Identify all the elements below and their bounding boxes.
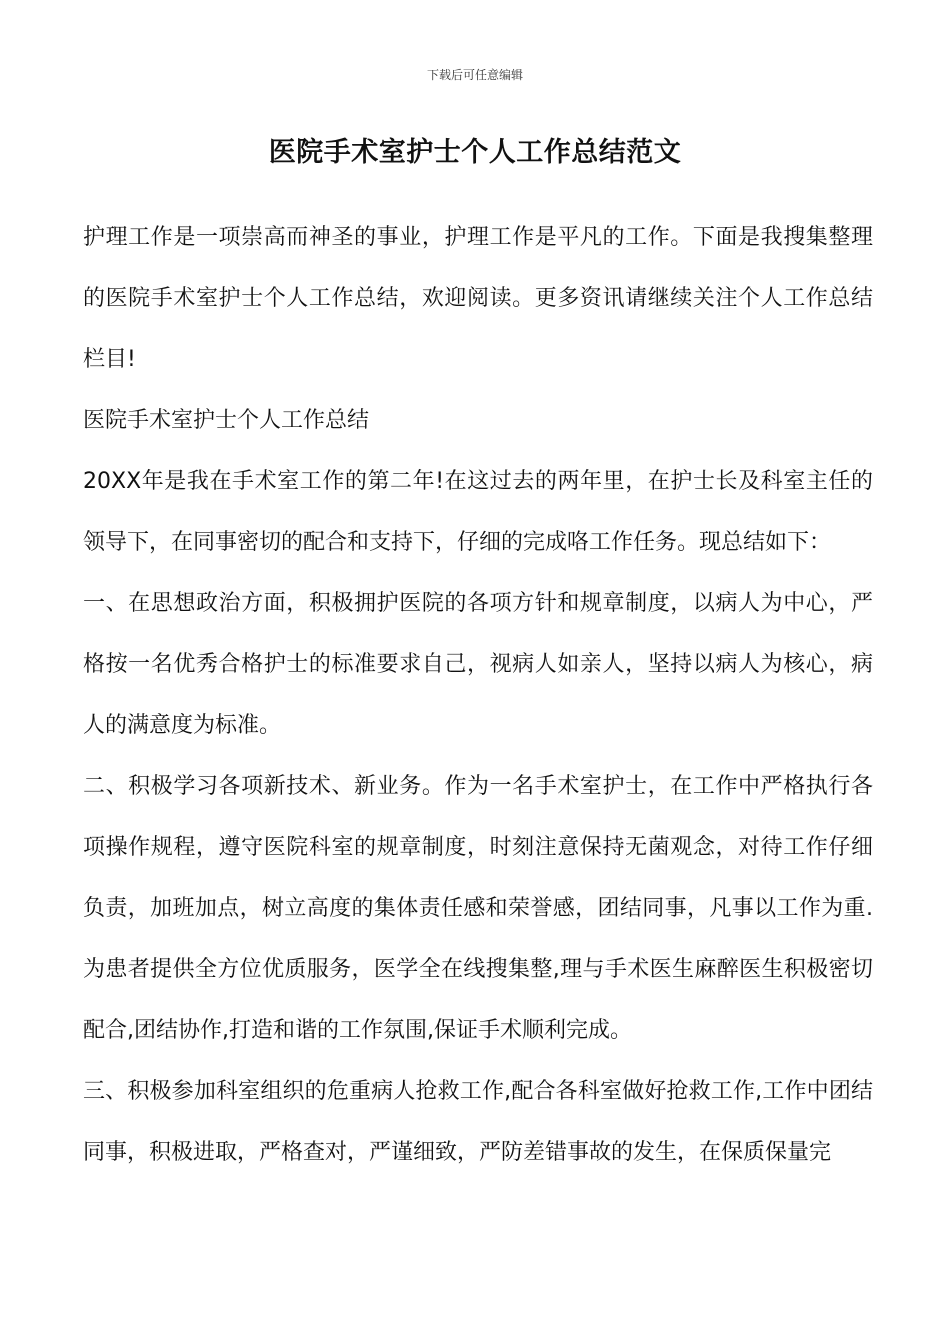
document-title: 医院手术室护士个人工作总结范文	[268, 137, 682, 168]
paragraph-subtitle: 医院手术室护士个人工作总结	[83, 408, 370, 433]
paragraph-section-3: 三、积极参加科室组织的危重病人抢救工作,配合各科室做好抢救工作,工作中团结同事，积极进取，严格查对，严谨细致，严防差错事故的发生，在保质保量完	[83, 1079, 873, 1165]
paragraph-section-2: 二、积极学习各项新技术、新业务。作为一名手术室护士，在工作中严格执行各项操作规程，遵守医院科室的规章制度，时刻注意保持无菌观念，对待工作仔细负责，加班加点，树立高度的集体责任感和荣誉感，团结同事，凡事以工作为重.为患者提供全方位优质服务，医学全在线搜集整,理与手术医生麻醉医生积极密切配合,团结协作,打造和谐的工作氛围,保证手术顺利完成。	[83, 774, 873, 1043]
header-note: 下载后可任意编辑	[426, 68, 523, 82]
document-body	[83, 207, 873, 1183]
paragraph-section-1: 一、在思想政治方面，积极拥护医院的各项方针和规章制度，以病人为中心，严格按一名优秀合格护士的标准要求自己，视病人如亲人，坚持以病人为核心，病人的满意度为标准。	[83, 591, 873, 738]
paragraph-intro: 护理工作是一项崇高而神圣的事业，护理工作是平凡的工作。下面是我搜集整理的医院手术室护士个人工作总结，欢迎阅读。更多资讯请继续关注个人工作总结栏目!	[83, 225, 873, 372]
paragraph-summary-intro: 20XX年是我在手术室工作的第二年!在这过去的两年里，在护士长及科室主任的领导下，在同事密切的配合和支持下，仔细的完成咯工作任务。现总结如下：	[83, 469, 873, 555]
